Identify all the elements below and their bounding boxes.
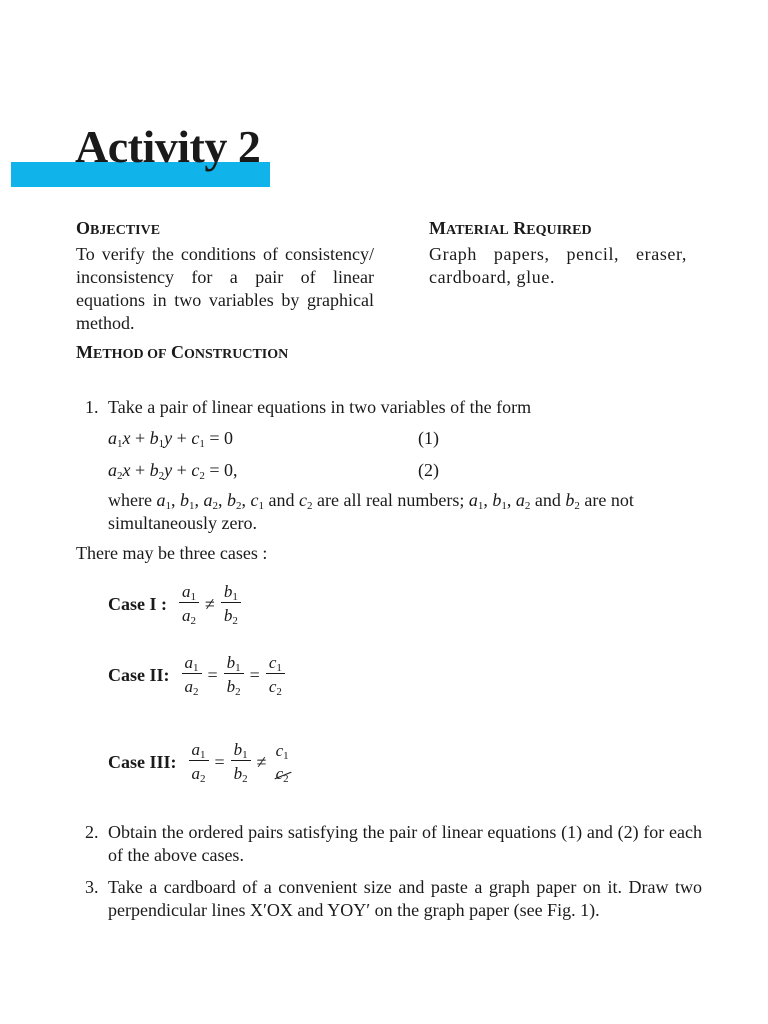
case-1-label: Case I :	[108, 593, 167, 614]
step-1-where-line: where $a_1$, $b_1$, $a_2$, $b_2$, $c_1$ and $c_2$ are all real numbers; $a_1$, $b_1$, $a_2$ and $b_2$ are not	[108, 490, 634, 512]
step-2-text: Obtain the ordered pairs satisfying the pair of linear equations (1) and (2) for each of the above cases.	[108, 822, 702, 865]
fraction-b1-b2: $\frac{b_1}{b_2}$	[231, 740, 251, 784]
fraction-a1-a2: $\frac{a_1}{a_2}$	[179, 582, 199, 626]
equation-2: $a_2x + b_2y + c_2 = 0$,	[108, 460, 238, 482]
fraction-c1-c2-no-bar: $c_1$ $c_2$	[275, 740, 289, 785]
case-3: Case III: $\frac{a_1}{a_2}$ = $\frac{b_1}{b_2}$ ≠ $c_1$ $c_2$	[108, 740, 292, 784]
step-3-number: 3.	[85, 877, 99, 897]
step-1-text: Take a pair of linear equations in two variables of the form	[108, 397, 532, 417]
equation-1: $a_1x + b_1y + c_1 = 0$	[108, 428, 233, 450]
equation-2-label: (2)	[418, 460, 439, 480]
fraction-a1-a2: $\frac{a_1}{a_2}$	[182, 653, 202, 697]
fraction-a1-a2: $\frac{a_1}{a_2}$	[189, 740, 209, 784]
equation-1-label: (1)	[418, 428, 439, 448]
case-3-label: Case III:	[108, 751, 177, 772]
step-2-number: 2.	[85, 822, 99, 842]
material-heading: MATERIAL REQUIRED	[429, 218, 592, 238]
page-title: Activity 2	[75, 121, 261, 172]
case-1: Case I : $\frac{a_1}{a_2}$ ≠ $\frac{b_1}{b_2}$	[108, 582, 241, 626]
material-text: Graph papers, pencil, eraser, cardboard, glue.	[429, 244, 687, 287]
objective-heading: OBJECTIVE	[76, 218, 161, 238]
method-heading: METHOD OF CONSTRUCTION	[76, 342, 289, 362]
cases-intro: There may be three cases :	[76, 543, 268, 563]
step-1-where-line-2: simultaneously zero.	[108, 513, 257, 533]
fraction-c1-c2: $\frac{c_1}{c_2}$	[266, 653, 285, 697]
objective-text: To verify the conditions of consistency/ inconsistency for a pair of linear equations in two variables by graphical method.	[76, 244, 374, 333]
fraction-b1-b2: $\frac{b_1}{b_2}$	[221, 582, 241, 626]
case-2-label: Case II:	[108, 664, 170, 685]
fraction-b1-b2: $\frac{b_1}{b_2}$	[224, 653, 244, 697]
case-2: Case II: $\frac{a_1}{a_2}$ = $\frac{b_1}{b_2}$ = $\frac{c_1}{c_2}$	[108, 653, 285, 697]
step-1-number: 1.	[85, 397, 99, 417]
step-3-text: Take a cardboard of a convenient size and paste a graph paper on it. Draw two perpendicular lines X′OX and YOY′ on the graph paper (see Fig. 1).	[108, 877, 702, 920]
